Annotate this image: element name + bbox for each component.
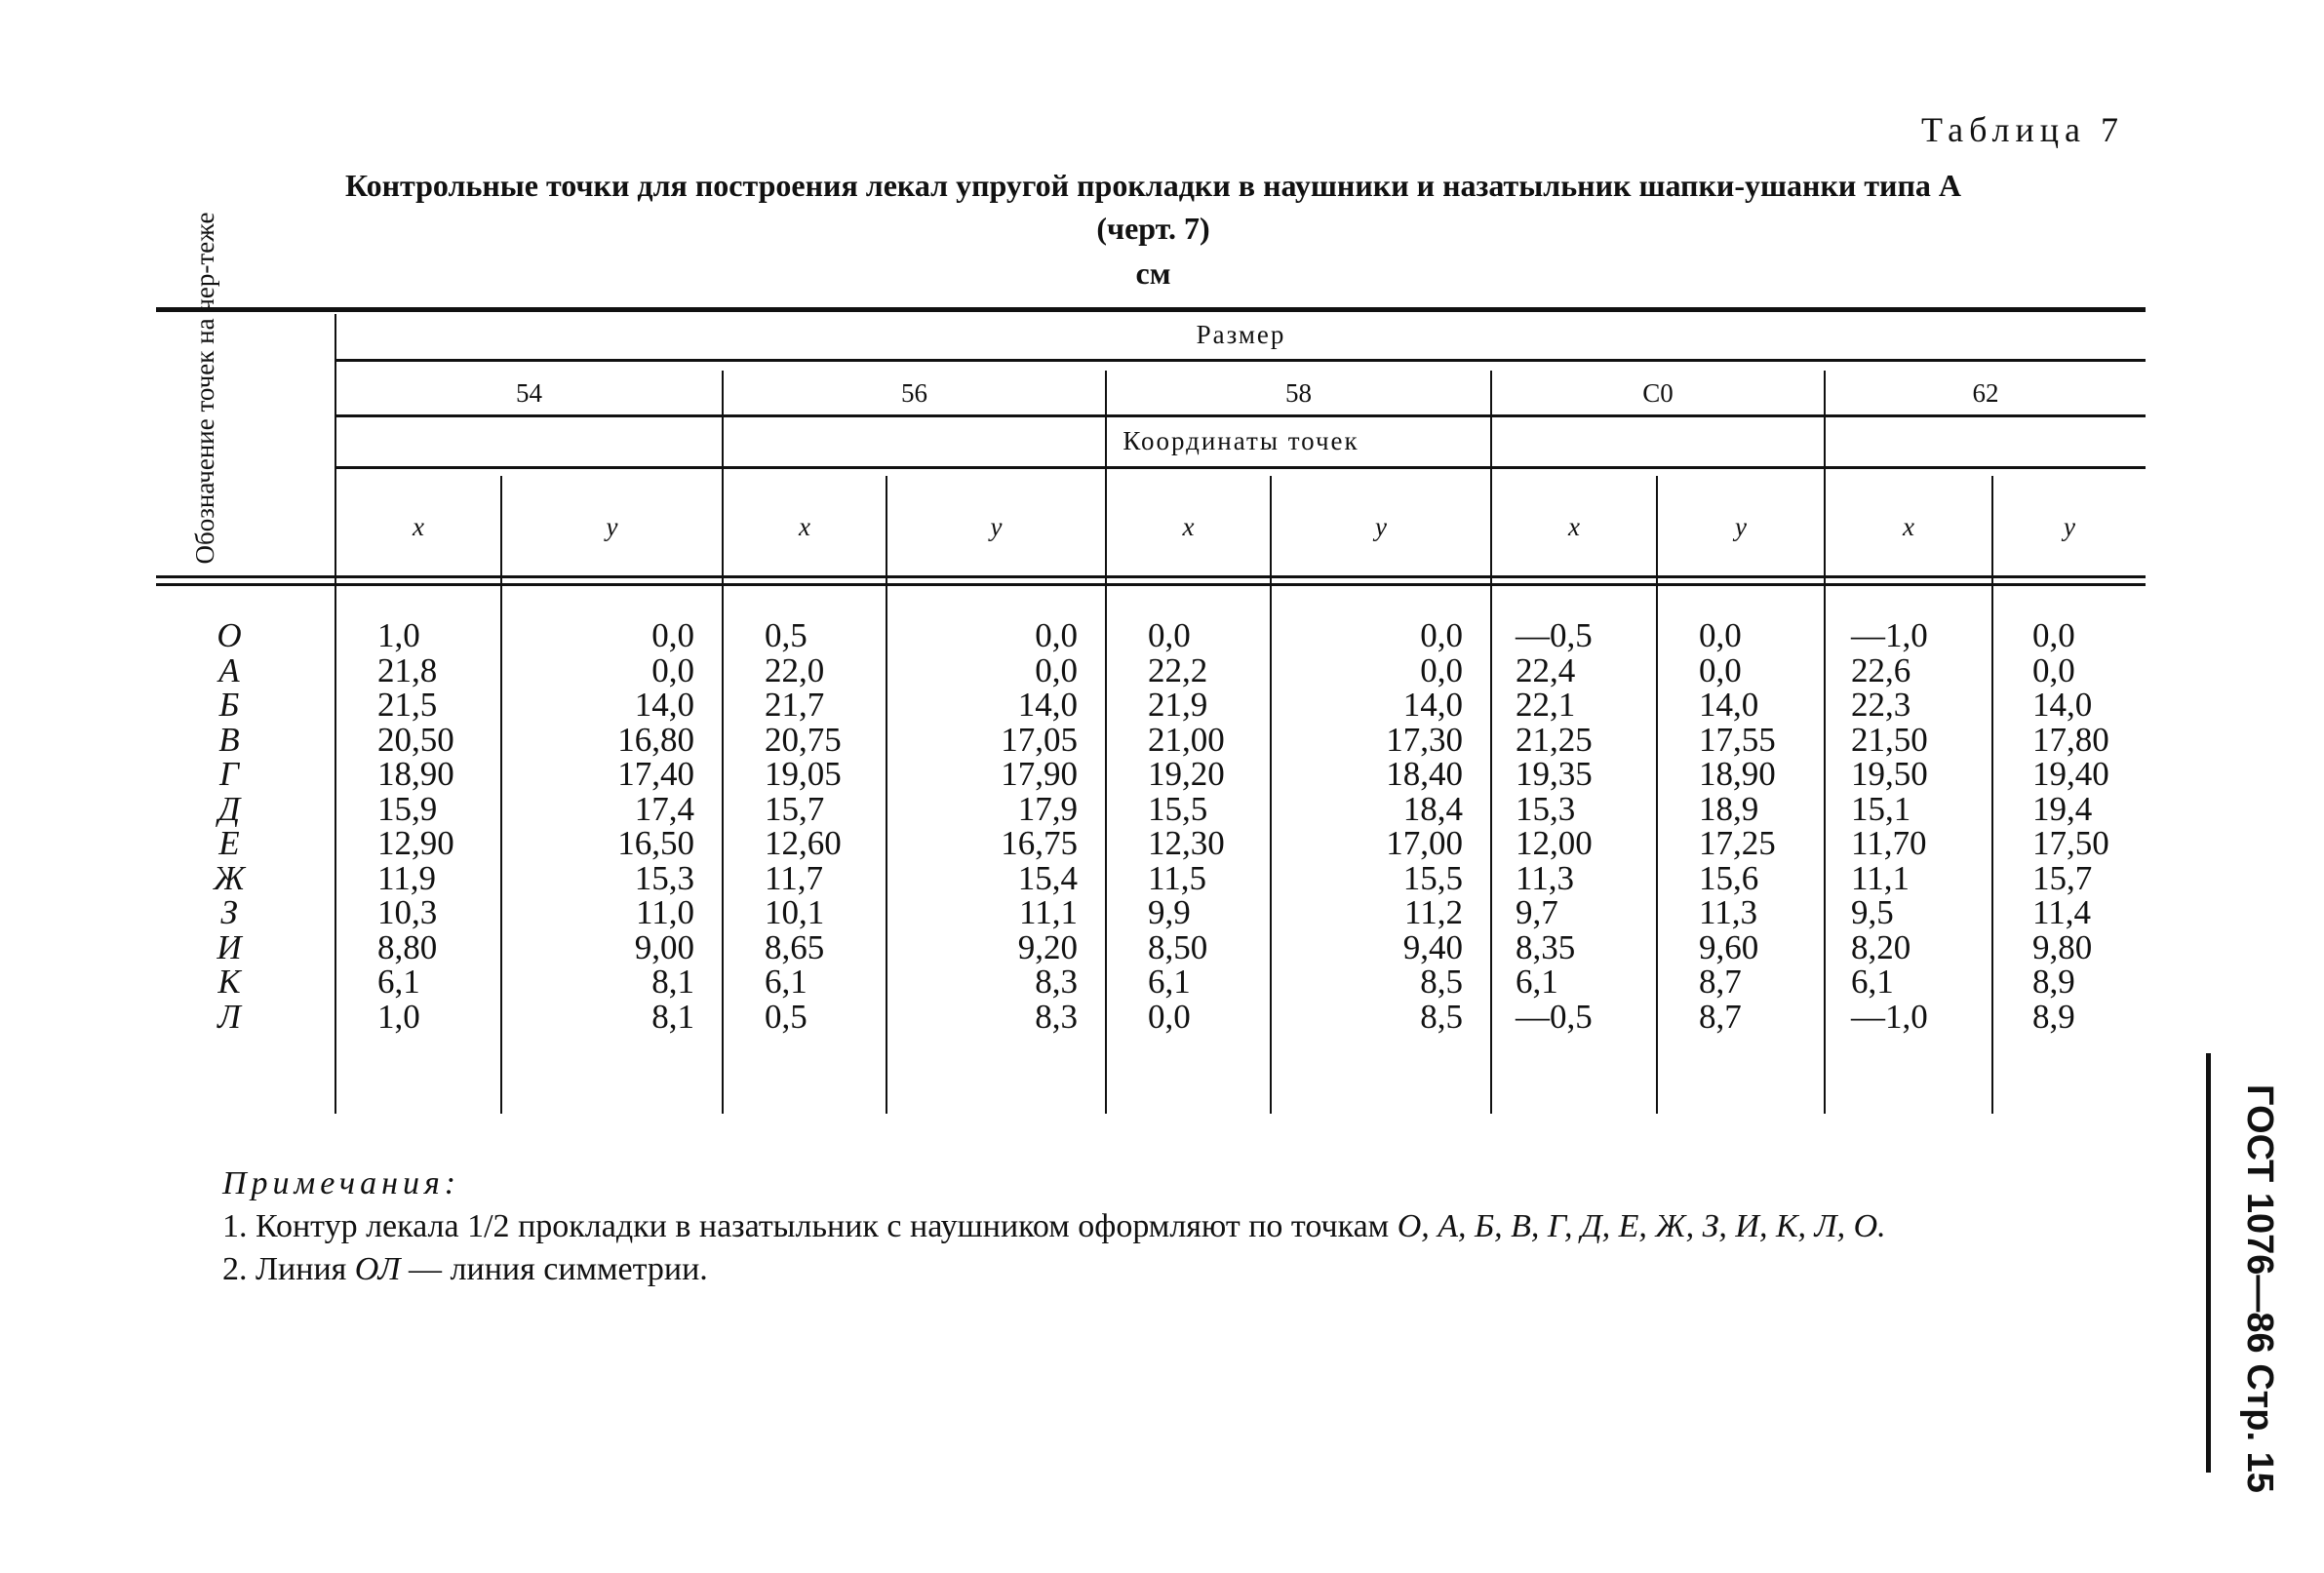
side-rule [2206,1053,2211,1473]
notes-heading: Примечания: [222,1165,461,1201]
table-cell: 19,50 [1851,755,1928,793]
table-cell: 16,80 [617,720,694,759]
table-cell: 11,7 [765,858,823,897]
point-letter: Д [217,789,241,828]
table-cell: 10,1 [765,893,825,931]
table-cell: —0,5 [1516,997,1593,1036]
column-58-y [1272,618,1490,1034]
column-56-y [887,618,1105,1034]
table-cell: 21,5 [377,686,438,724]
column-62-x [1826,618,1991,1034]
title-line-1: Контрольные точки для построения лекал упругой прокладки в наушники и назатыльник шапки-ушанки типа А [344,168,1962,203]
table-cell: 14,0 [634,686,694,724]
point-letter: А [218,650,240,689]
size-rule [336,359,2146,362]
table-cell: 16,75 [1001,824,1078,862]
table-cell: 11,0 [636,893,694,931]
note-1-fraction: 1/2 [467,1208,510,1244]
table-cell: 12,30 [1148,824,1225,862]
coords-bottom-rule [336,466,2146,469]
table-cell: 18,90 [1699,755,1776,793]
row-header-label: Обозначение точек на чер-теже [190,212,219,565]
page-side-label: ГОСТ 1076—86 Стр. 15 [2239,1084,2280,1493]
table-cell: 14,0 [1017,686,1078,724]
table-cell: 16,50 [617,824,694,862]
table-cell: 17,00 [1386,824,1463,862]
table-cell: 11,70 [1851,824,1927,862]
y-label-58: y [1375,512,1387,541]
table-cell: 22,6 [1851,650,1911,689]
table-cell: 11,5 [1148,858,1206,897]
table-cell: 0,0 [1148,997,1191,1036]
coords-header: Координаты точек [1123,426,1359,455]
y-label-62: y [2064,512,2075,541]
table-cell: 0,5 [765,616,807,654]
x-label-60: x [1568,512,1580,541]
table-cell: 20,50 [377,720,454,759]
table-cell: 21,00 [1148,720,1225,759]
note-2-line: ОЛ [354,1251,401,1287]
table-cell: 18,90 [377,755,454,793]
table-cell: 11,1 [1851,858,1910,897]
table-cell: 18,40 [1386,755,1463,793]
table-cell: 22,1 [1516,686,1576,724]
table-cell: 19,40 [2032,755,2109,793]
table-cell: 9,7 [1516,893,1558,931]
note-1-start: 1. Контур лекала [222,1208,468,1244]
table-cell: 10,3 [377,893,438,931]
table-cell: 15,5 [1402,858,1463,897]
point-letter: О [217,616,242,654]
table-cell: 21,25 [1516,720,1593,759]
table-cell: 8,3 [1035,963,1078,1001]
table-title [156,164,2150,250]
table-cell: 12,00 [1516,824,1593,862]
point-letter: Л [217,997,241,1036]
size-62: 62 [1972,378,1999,408]
table-cell: 17,9 [1017,789,1078,828]
table-cell: 9,20 [1017,927,1078,966]
column-60-x [1492,618,1656,1034]
table-cell: 11,3 [1699,893,1757,931]
table-cell: 11,2 [1404,893,1463,931]
table-cell: 0,0 [1148,616,1191,654]
table-cell: 0,0 [2032,650,2075,689]
note-1-mid: прокладки в назатыльник с наушником оформляют по точкам [509,1208,1398,1244]
point-letter: З [220,893,238,931]
point-letter: Б [218,686,240,724]
table-cell: 22,4 [1516,650,1576,689]
table-cell: 9,5 [1851,893,1894,931]
table-cell: 14,0 [2032,686,2093,724]
x-label-56: x [799,512,810,541]
table-cell: 0,0 [1420,616,1463,654]
table-cell: 22,3 [1851,686,1911,724]
table-cell: 15,3 [1516,789,1576,828]
table-cell: 0,0 [1035,616,1078,654]
table-cell: 8,7 [1699,997,1742,1036]
table-cell: 17,25 [1699,824,1776,862]
table-cell: 17,80 [2032,720,2109,759]
table-cell: 15,5 [1148,789,1208,828]
point-letter: К [217,963,241,1001]
notes [156,1162,2146,1291]
table-cell: 0,0 [651,616,694,654]
table-cell: 0,5 [765,997,807,1036]
note-2-start: 2. Линия [222,1251,355,1287]
table-cell: 6,1 [1516,963,1558,1001]
table-cell: 9,9 [1148,893,1191,931]
table-cell: 6,1 [765,963,807,1001]
table-cell: 14,0 [1402,686,1463,724]
table-cell: 0,0 [1699,650,1742,689]
table-cell: 8,1 [651,963,694,1001]
table-cell: 11,3 [1516,858,1574,897]
size-56: 56 [901,378,927,408]
size-54: 54 [516,378,542,408]
column-54-x [336,618,500,1034]
table-cell: 8,80 [377,927,438,966]
table-cell: 14,0 [1699,686,1759,724]
table-cell: 21,50 [1851,720,1928,759]
table-cell: 21,7 [765,686,825,724]
table-cell: 0,0 [2032,616,2075,654]
table-cell: 12,60 [765,824,842,862]
table-cell: 6,1 [377,963,420,1001]
column-58-x [1107,618,1270,1034]
table-top-rule [156,307,2146,312]
y-label-60: y [1735,512,1747,541]
units-label: см [1135,256,1171,291]
point-letter: Г [219,755,239,793]
table-cell: 17,50 [2032,824,2109,862]
table-cell: 18,9 [1699,789,1759,828]
y-label-54: y [606,512,618,541]
column-62-y [1993,618,2146,1034]
table-cell: 1,0 [377,616,420,654]
x-label-58: x [1182,512,1195,541]
table-cell: 8,5 [1420,963,1463,1001]
column-54-y [502,618,722,1034]
table-cell: 0,0 [651,650,694,689]
table-cell: 17,4 [634,789,694,828]
point-letter: Ж [213,858,246,897]
table-cell: 15,7 [765,789,825,828]
table-cell: 11,4 [2032,893,2091,931]
point-letter: Е [218,824,240,862]
table-cell: 19,05 [765,755,842,793]
note-1 [156,1205,2146,1248]
table-cell: 9,40 [1402,927,1463,966]
column-60-y [1658,618,1824,1034]
table-cell: 8,9 [2032,997,2075,1036]
table-cell: 17,90 [1001,755,1078,793]
note-2 [156,1248,2146,1291]
table-cell: 17,30 [1386,720,1463,759]
table-cell: 8,3 [1035,997,1078,1036]
table-cell: 8,65 [765,927,825,966]
table-cell: 12,90 [377,824,454,862]
table-cell: —1,0 [1851,616,1928,654]
table-cell: 9,80 [2032,927,2093,966]
table-cell: 8,7 [1699,963,1742,1001]
table-cell: 15,4 [1017,858,1078,897]
table-cell: 1,0 [377,997,420,1036]
table-cell: 17,40 [617,755,694,793]
table-cell: 21,8 [377,650,438,689]
table-cell: 15,6 [1699,858,1759,897]
note-1-points: О, А, Б, В, Г, Д, Е, Ж, З, И, К, Л, О. [1397,1208,1886,1244]
note-2-end: — линия симметрии. [400,1251,708,1287]
table-cell: 15,9 [377,789,438,828]
table-cell: 9,00 [634,927,694,966]
table-cell: —0,5 [1516,616,1593,654]
table-cell: 22,2 [1148,650,1208,689]
table-cell: 8,1 [651,997,694,1036]
table-cell: 19,4 [2032,789,2093,828]
table-cell: 21,9 [1148,686,1208,724]
table-cell: 11,9 [377,858,436,897]
table-label: Таблица 7 [1921,110,2124,149]
table-cell: 0,0 [1420,650,1463,689]
table-cell: 9,60 [1699,927,1759,966]
table-cell: —1,0 [1851,997,1928,1036]
column-56-x [724,618,886,1034]
header-bottom-rule-2 [156,583,2146,586]
table-cell: 17,05 [1001,720,1078,759]
size-header: Размер [1196,320,1286,349]
table-cell: 11,1 [1019,893,1078,931]
table-cell: 6,1 [1851,963,1894,1001]
x-label-62: x [1903,512,1914,541]
table-cell: 15,1 [1851,789,1911,828]
table-cell: 8,35 [1516,927,1576,966]
table-cell: 15,7 [2032,858,2093,897]
point-letter: В [218,720,240,759]
table-cell: 17,55 [1699,720,1776,759]
table-cell: 20,75 [765,720,842,759]
x-label-54: x [413,512,424,541]
header-bottom-rule-1 [156,575,2146,578]
y-label-56: y [990,512,1003,541]
table-cell: 22,0 [765,650,825,689]
table-cell: 8,9 [2032,963,2075,1001]
table-cell: 8,5 [1420,997,1463,1036]
size-58: 58 [1285,378,1312,408]
point-letters-column [200,618,258,1034]
table-cell: 8,20 [1851,927,1911,966]
table-cell: 8,50 [1148,927,1208,966]
table-cell: 18,4 [1402,789,1463,828]
point-letter: И [217,927,242,966]
table-cell: 0,0 [1035,650,1078,689]
size-60: С0 [1642,378,1674,408]
table-cell: 0,0 [1699,616,1742,654]
title-line-2: (черт. 7) [1096,211,1210,246]
size-bottom-rule [336,414,2146,417]
table-cell: 15,3 [634,858,694,897]
table-cell: 6,1 [1148,963,1191,1001]
table-cell: 19,20 [1148,755,1225,793]
table-cell: 19,35 [1516,755,1593,793]
